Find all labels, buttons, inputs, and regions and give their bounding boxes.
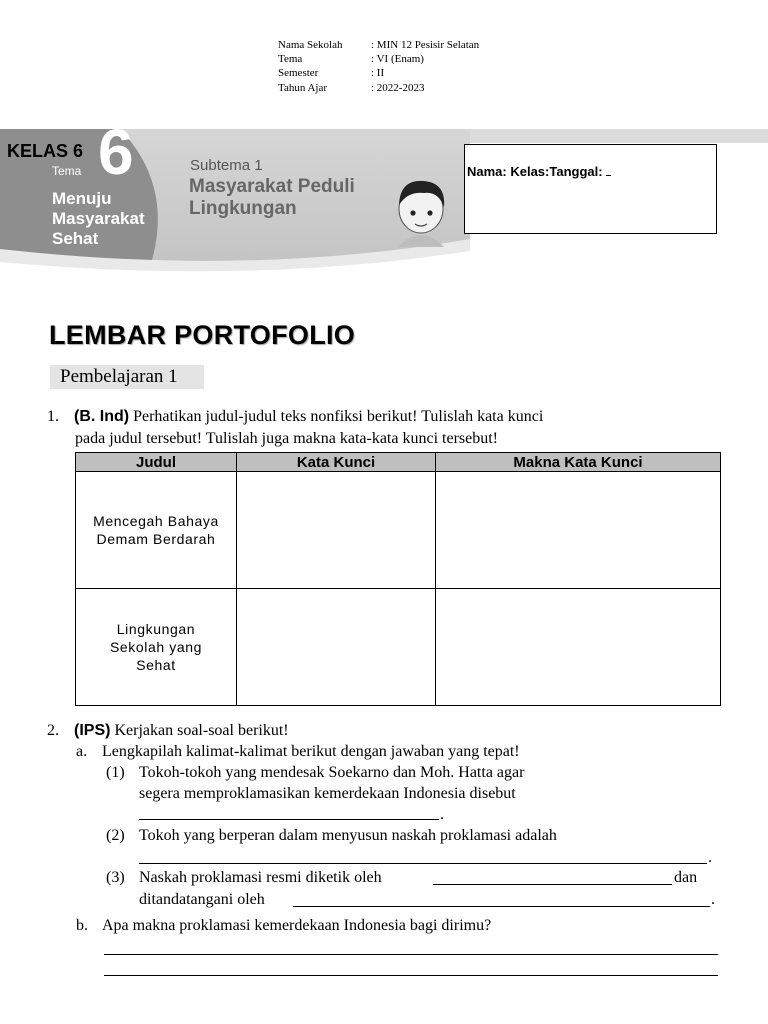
makna-cell[interactable] (436, 589, 721, 706)
table-row (76, 589, 721, 706)
part-b-text: Apa makna proklamasi kemerdekaan Indonesia bagi dirimu? (102, 917, 492, 934)
item-3-text: Naskah proklamasi resmi diketik oleh (139, 869, 382, 886)
school-info (278, 38, 479, 95)
page-title: LEMBAR PORTOFOLIO (49, 320, 356, 350)
item-2-period: . (708, 849, 712, 866)
item-3-answer-line-1[interactable] (433, 884, 672, 885)
part-b-answer-line-2[interactable] (104, 975, 718, 976)
info-value: : 2022-2023 (371, 81, 425, 94)
item-3-period: . (711, 891, 715, 908)
info-row-semester (278, 66, 479, 80)
item-3-text-2: ditandatangani oleh (139, 891, 265, 908)
name-blank (606, 163, 611, 176)
question-1-number: 1. (47, 408, 59, 425)
item-3-number: (3) (106, 869, 125, 886)
question-2-intro-line (74, 720, 289, 741)
part-b-label: b. (76, 917, 88, 934)
tema-word: Tema (52, 164, 82, 178)
info-value: : MIN 12 Pesisir Selatan (371, 39, 480, 51)
subtema-title: Masyarakat Peduli Lingkungan (189, 176, 355, 219)
question-2-intro: Kerjakan soal-soal berikut! (114, 722, 289, 739)
item-2-answer-line[interactable] (139, 863, 707, 864)
item-3-answer-line-2[interactable] (293, 906, 710, 907)
question-1-line-1 (74, 406, 543, 427)
info-label: Tema (278, 53, 303, 66)
info-label: Tahun Ajar (278, 81, 328, 94)
table-row (76, 472, 721, 589)
item-3-dan: dan (674, 869, 698, 886)
student-info-box[interactable] (464, 144, 717, 234)
kata-kunci-cell[interactable] (237, 589, 436, 706)
item-1-answer-line[interactable] (139, 819, 439, 820)
kata-kunci-cell[interactable] (237, 472, 436, 589)
item-1-number: (1) (106, 764, 125, 781)
part-a-label: a. (76, 743, 88, 760)
question-2-tag: (IPS) (74, 722, 111, 739)
question-2-number: 2. (47, 722, 59, 739)
lesson-label: Pembelajaran 1 (50, 365, 204, 389)
info-row-tahun (278, 81, 479, 95)
tema-title: Menuju Masyarakat Sehat (52, 189, 145, 248)
tema-number: 6 (98, 116, 134, 188)
makna-cell[interactable] (436, 472, 721, 589)
item-1-period: . (440, 806, 444, 823)
subtema-label: Subtema 1 (190, 157, 263, 174)
part-a-text: Lengkapilah kalimat-kalimat berikut dengan jawaban yang tepat! (102, 743, 520, 760)
info-value: : VI (Enam) (371, 53, 424, 66)
header-kata-kunci: Kata Kunci (237, 453, 436, 472)
question-1-tag: (B. Ind) (74, 408, 130, 425)
item-2-number: (2) (106, 827, 125, 844)
info-row-school (278, 38, 479, 52)
student-info-text: Nama: Kelas:Tanggal: (467, 164, 607, 179)
question-1-text-2: pada judul tersebut! Tulislah juga makna kata-kata kunci tersebut! (75, 430, 498, 447)
info-row-tema (278, 52, 479, 66)
part-b-answer-line-1[interactable] (104, 954, 718, 955)
item-2-text: Tokoh yang berperan dalam menyusun naskah proklamasi adalah (139, 827, 557, 844)
header-judul: Judul (76, 453, 237, 472)
info-label: Nama Sekolah (278, 39, 343, 51)
judul-cell: Mencegah Bahaya Demam Berdarah (76, 472, 237, 589)
kelas-label: KELAS 6 (7, 141, 84, 161)
keyword-table (75, 452, 721, 706)
table-header-row (76, 453, 721, 472)
info-label: Semester (278, 67, 319, 80)
judul-cell: Lingkungan Sekolah yang Sehat (76, 589, 237, 706)
info-value: : II (371, 67, 385, 80)
header-makna: Makna Kata Kunci (436, 453, 721, 472)
question-1-text-1: Perhatikan judul-judul teks nonfiksi berikut! Tulislah kata kunci (133, 408, 544, 425)
item-1-text-2: segera memproklamasikan kemerdekaan Indonesia disebut (139, 785, 516, 802)
item-1-text-1: Tokoh-tokoh yang mendesak Soekarno dan Moh. Hatta agar (139, 764, 525, 781)
